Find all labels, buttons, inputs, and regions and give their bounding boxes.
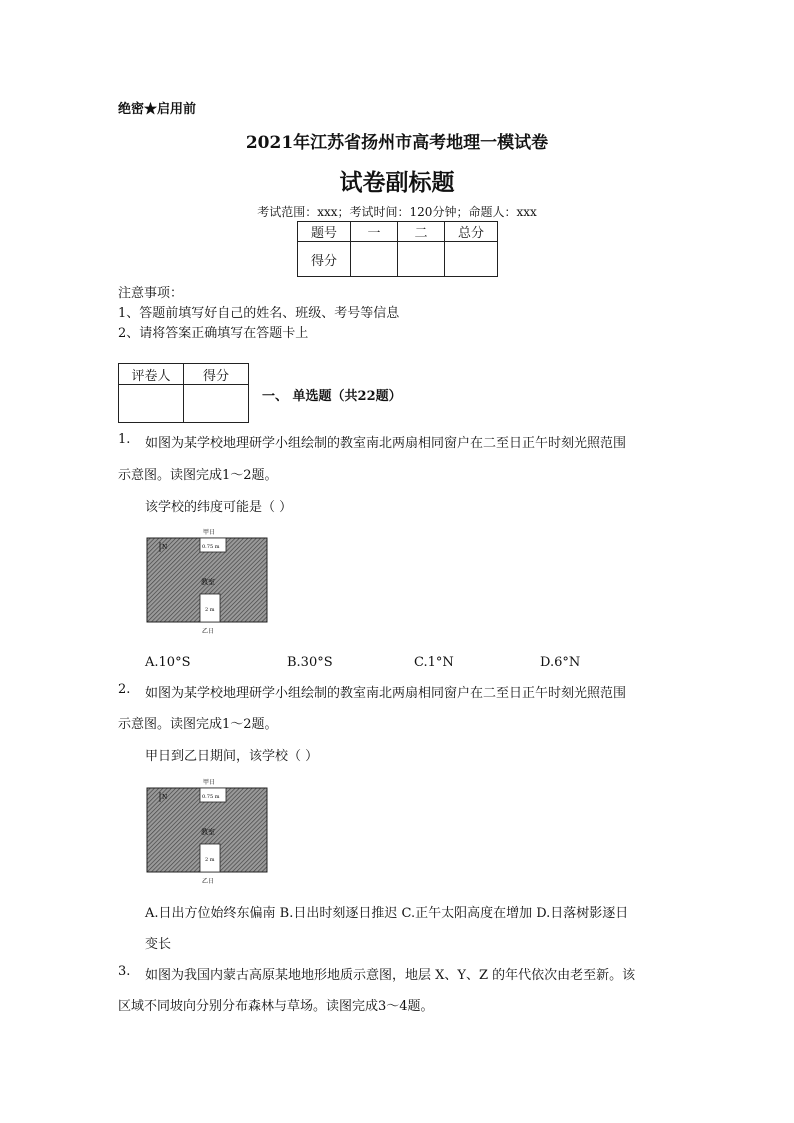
bottom-date-label: 乙日 [202, 628, 215, 635]
measure-top-label: 0.75 m [202, 794, 220, 800]
notes-heading: 注意事项： [118, 286, 184, 301]
question-stem: 如图为我国内蒙古高原某地地形地质示意图，地层 X、Y、Z 的年代依次由老至新。该 [145, 968, 636, 983]
question-sub: 甲日到乙日期间，该学校（ ） [145, 749, 319, 764]
question-stem: 区域不同坡向分别分布森林与草场。读图完成3～4题。 [118, 999, 434, 1014]
question-sub: 该学校的纬度可能是（ ） [145, 500, 293, 515]
room-label: 教室 [201, 578, 215, 586]
north-label: N [162, 544, 168, 551]
score-cell [445, 242, 498, 277]
measure-top-label: 0.75 m [202, 544, 220, 550]
question-stem: 示意图。读图完成1～2题。 [118, 468, 278, 483]
exam-info: 考试范围：xxx；考试时间：120分钟；命题人：xxx [257, 205, 537, 219]
measure-bottom-label: 2 m [205, 857, 215, 863]
top-date-label: 甲日 [203, 779, 216, 786]
question-stem: 如图为某学校地理研学小组绘制的教室南北两扇相同窗户在二至日正午时刻光照范围 [145, 436, 627, 451]
question-stem: 示意图。读图完成1～2题。 [118, 717, 278, 732]
confidential-label: 绝密★启用前 [118, 102, 197, 117]
option-b[interactable]: B.30°S [287, 655, 333, 670]
score-table [297, 221, 498, 277]
classroom-window-diagram [145, 776, 271, 888]
score-header-cell: 总分 [445, 222, 498, 242]
option-c[interactable]: C.1°N [414, 655, 454, 670]
option-d[interactable]: D.6°N [540, 655, 581, 670]
question-number: 2. [118, 682, 131, 697]
grader-table [118, 363, 249, 423]
score-header-cell: 一 [351, 222, 398, 242]
grader-header: 得分 [184, 364, 249, 385]
score-cell [398, 242, 445, 277]
top-date-label: 甲日 [203, 529, 216, 536]
north-label: N [162, 794, 168, 801]
option-a[interactable]: A.10°S [145, 655, 191, 670]
question-number: 1. [118, 432, 131, 447]
bottom-date-label: 乙日 [202, 878, 215, 885]
score-row-label: 得分 [298, 242, 351, 277]
score-header-cell: 题号 [298, 222, 351, 242]
notes-item: 2、请将答案正确填写在答题卡上 [118, 326, 309, 341]
exam-subtitle: 试卷副标题 [339, 169, 455, 196]
grader-cell [184, 385, 249, 423]
notes-item: 1、答题前填写好自己的姓名、班级、考号等信息 [118, 306, 400, 321]
classroom-window-diagram [145, 526, 271, 638]
grader-header: 评卷人 [119, 364, 184, 385]
options-line[interactable]: 变长 [145, 937, 172, 952]
score-cell [351, 242, 398, 277]
question-number: 3. [118, 964, 131, 979]
measure-bottom-label: 2 m [205, 607, 215, 613]
question-stem: 如图为某学校地理研学小组绘制的教室南北两扇相同窗户在二至日正午时刻光照范围 [145, 686, 627, 701]
room-label: 教室 [201, 828, 215, 836]
exam-title: 2021年江苏省扬州市高考地理一模试卷 [245, 133, 549, 153]
section-title: 一、 单选题（共22题） [262, 389, 402, 404]
grader-cell [119, 385, 184, 423]
options-line[interactable]: A.日出方位始终东偏南 B.日出时刻逐日推迟 C.正午太阳高度在增加 D.日落树影逐日 [145, 906, 629, 921]
score-header-cell: 二 [398, 222, 445, 242]
